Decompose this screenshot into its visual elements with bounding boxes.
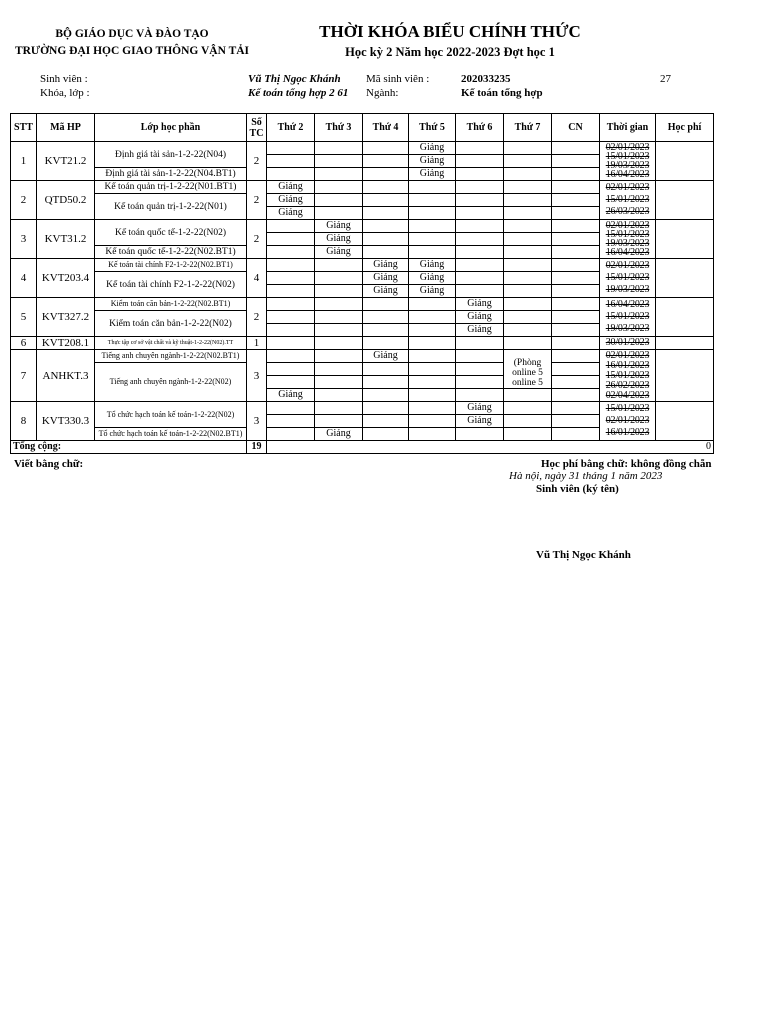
signer-name: Vũ Thị Ngọc Khánh (536, 549, 631, 561)
signature-label: Sinh viên (ký tên) (536, 483, 619, 495)
time-cell: 02/01/2023 16/01/2023 15/01/2023 26/02/2023 02/04/2023 (600, 350, 656, 402)
col-stt: STT (11, 114, 37, 142)
university-name: TRƯỜNG ĐẠI HỌC GIAO THÔNG VẬN TẢI (14, 45, 250, 57)
course-credits: 3 (247, 402, 267, 441)
table-row (11, 298, 714, 311)
col-mon: Thứ 2 (267, 114, 315, 142)
course-section: Kế toán tài chính F2-1-2-22(N02) (95, 272, 247, 298)
course-section: Kiểm toán căn bản-1-2-22(N02) (95, 311, 247, 337)
place-date: Hà nội, ngày 31 tháng 1 năm 2023 (509, 470, 663, 482)
session-cell: Giảng (456, 402, 504, 415)
course-code: KVT203.4 (37, 259, 95, 298)
course-code: QTD50.2 (37, 181, 95, 220)
student-number: 27 (660, 73, 671, 85)
col-code: Mã HP (37, 114, 95, 142)
session-cell: Giảng (409, 259, 456, 272)
session-cell: Giảng (267, 389, 315, 402)
table-row (11, 350, 714, 363)
session-cell: Giảng (456, 415, 504, 428)
course-code: KVT208.1 (37, 337, 95, 350)
col-fri: Thứ 6 (456, 114, 504, 142)
total-fee: 0 (267, 441, 714, 454)
course-code: KVT21.2 (37, 142, 95, 181)
session-cell: Giảng (409, 168, 456, 181)
course-section: Định giá tài sản-1-2-22(N04) (95, 142, 247, 168)
course-section: Kế toán quốc tế-1-2-22(N02.BT1) (95, 246, 247, 259)
table-row (11, 142, 714, 155)
table-row (11, 181, 714, 194)
course-code: KVT330.3 (37, 402, 95, 441)
session-cell: Giảng (315, 220, 363, 233)
session-cell: Giảng (456, 324, 504, 337)
table-row (11, 402, 714, 415)
course-section: Thực tập cơ sở vật chất và kỹ thuật-1-2-22(N02).TT (95, 337, 247, 350)
session-cell: Giảng (456, 311, 504, 324)
sat-note-cell: (Phòng online 5 online 5 (504, 350, 552, 389)
session-cell: Giảng (315, 428, 363, 441)
course-section: Tiếng anh chuyên ngành-1-2-22(N02.BT1) (95, 350, 247, 363)
row-stt: 1 (11, 142, 37, 181)
course-credits: 2 (247, 142, 267, 181)
course-credits: 2 (247, 181, 267, 220)
session-cell: Giảng (409, 142, 456, 155)
course-section: Kiểm toán căn bản-1-2-22(N02.BT1) (95, 298, 247, 311)
session-cell: Giảng (267, 207, 315, 220)
page-title: THỜI KHÓA BIỂU CHÍNH THỨC (319, 22, 581, 41)
time-cell: 30/01/2023 (600, 337, 656, 350)
course-credits: 1 (247, 337, 267, 350)
col-time: Thời gian (600, 114, 656, 142)
total-credits: 19 (247, 441, 267, 454)
session-cell: Giảng (363, 272, 409, 285)
session-cell: Giảng (363, 259, 409, 272)
col-sun: CN (552, 114, 600, 142)
session-cell: Giảng (315, 233, 363, 246)
row-stt: 3 (11, 220, 37, 259)
course-code: ANHKT.3 (37, 350, 95, 402)
session-cell: Giảng (267, 181, 315, 194)
col-fee: Học phí (656, 114, 714, 142)
row-stt: 6 (11, 337, 37, 350)
session-cell: Giảng (315, 246, 363, 259)
total-label: Tổng cộng: (11, 441, 247, 454)
col-wed: Thứ 4 (363, 114, 409, 142)
course-credits: 2 (247, 220, 267, 259)
time-cell: 02/01/2023 15/01/2023 19/03/2023 16/04/2023 (600, 142, 656, 181)
student-class: Kế toán tổng hợp 2 61 (248, 87, 349, 99)
session-cell: Giảng (363, 285, 409, 298)
time-cell: 16/04/2023 15/01/2023 19/03/2023 (600, 298, 656, 337)
row-stt: 2 (11, 181, 37, 220)
student-major: Kế toán tổng hợp (461, 87, 543, 99)
class-label: Khóa, lớp : (40, 87, 90, 99)
session-cell: Giảng (363, 350, 409, 363)
table-row (11, 259, 714, 272)
total-row (11, 441, 714, 454)
student-name: Vũ Thị Ngọc Khánh (248, 73, 341, 85)
col-credits: Số TC (247, 114, 267, 142)
course-section: Tổ chức hạch toán kế toán-1-2-22(N02) (95, 402, 247, 428)
timetable (10, 113, 714, 454)
session-cell: Giảng (409, 155, 456, 168)
col-class: Lớp học phần (95, 114, 247, 142)
session-cell: Giảng (409, 285, 456, 298)
student-id-label: Mã sinh viên : (366, 73, 430, 85)
course-credits: 3 (247, 350, 267, 402)
session-cell: Giảng (409, 272, 456, 285)
header-left (12, 26, 252, 60)
table-header-row (11, 114, 714, 142)
course-credits: 2 (247, 298, 267, 337)
table-row (11, 220, 714, 233)
session-cell: Giảng (267, 194, 315, 207)
course-section: Tổ chức hạch toán kế toán-1-2-22(N02.BT1) (95, 428, 247, 441)
student-name-label: Sinh viên : (40, 73, 88, 85)
course-code: KVT31.2 (37, 220, 95, 259)
fee-in-words: Học phí bằng chữ: không đồng chẵn (541, 458, 712, 470)
time-cell: 15/01/2023 02/01/2023 16/01/2023 (600, 402, 656, 441)
ministry-name: BỘ GIÁO DỤC VÀ ĐÀO TẠO (55, 28, 209, 40)
col-thu: Thứ 5 (409, 114, 456, 142)
row-stt: 7 (11, 350, 37, 402)
time-cell: 02/01/2023 15/01/2023 26/03/2023 (600, 181, 656, 220)
course-section: Tiếng anh chuyên ngành-1-2-22(N02) (95, 363, 247, 402)
course-credits: 4 (247, 259, 267, 298)
course-section: Định giá tài sản-1-2-22(N04.BT1) (95, 168, 247, 181)
time-cell: 02/01/2023 15/01/2023 19/03/2023 16/04/2023 (600, 220, 656, 259)
major-label: Ngành: (366, 87, 399, 99)
student-id: 202033235 (461, 73, 511, 85)
row-stt: 4 (11, 259, 37, 298)
session-cell: Giảng (456, 298, 504, 311)
course-section: Kế toán tài chính F2-1-2-22(N02.BT1) (95, 259, 247, 272)
in-words-label: Viết bằng chữ: (14, 458, 84, 470)
course-code: KVT327.2 (37, 298, 95, 337)
row-stt: 8 (11, 402, 37, 441)
page-subtitle: Học kỳ 2 Năm học 2022-2023 Đợt học 1 (345, 45, 555, 59)
col-sat: Thứ 7 (504, 114, 552, 142)
course-section: Kế toán quản trị-1-2-22(N01.BT1) (95, 181, 247, 194)
header-right (300, 20, 600, 60)
time-cell: 02/01/2023 15/01/2023 19/03/2023 (600, 259, 656, 298)
course-section: Kế toán quốc tế-1-2-22(N02) (95, 220, 247, 246)
row-stt: 5 (11, 298, 37, 337)
col-tue: Thứ 3 (315, 114, 363, 142)
course-section: Kế toán quản trị-1-2-22(N01) (95, 194, 247, 220)
table-row (11, 337, 714, 350)
